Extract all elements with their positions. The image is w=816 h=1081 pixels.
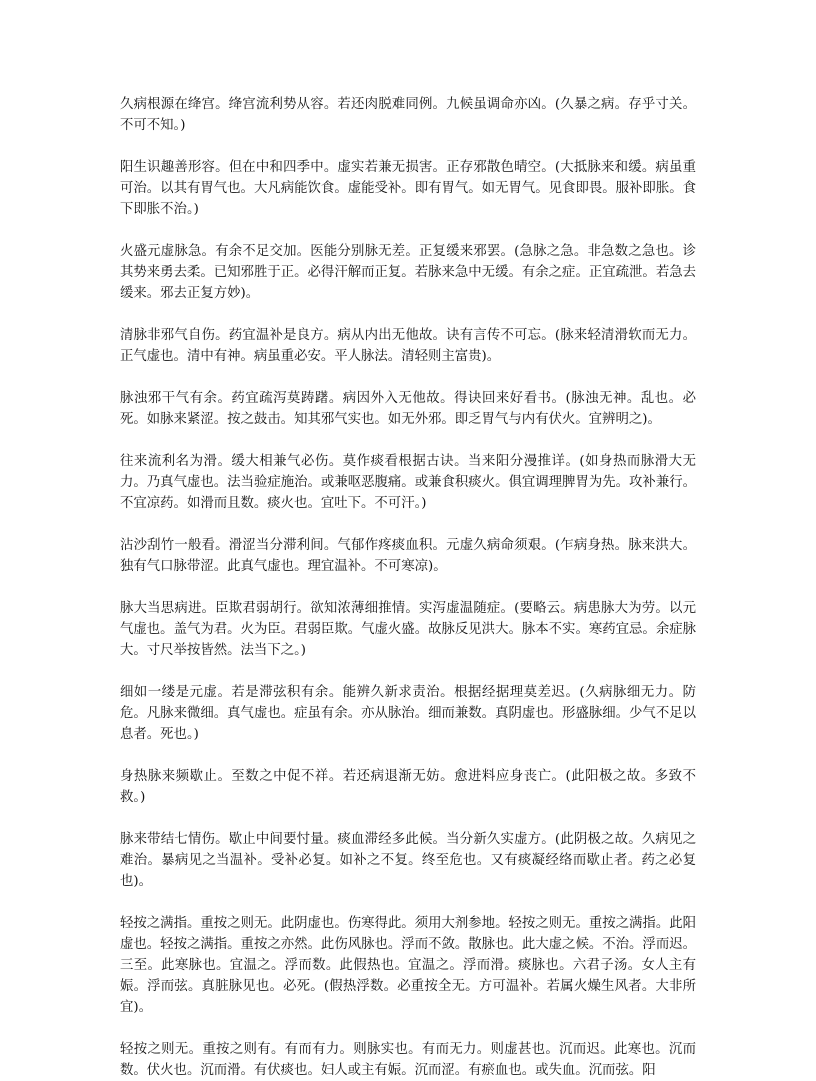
- paragraph-1: 久病根源在绛宫。绛宫流利势从容。若还肉脱难同例。九候虽调命亦凶。(久暴之病。存乎寸关。不可不知。): [120, 97, 696, 133]
- paragraph-7: 沾沙刮竹一般看。滑涩当分滞利间。气郁作疼痰血积。元虚久病命须艰。(乍病身热。脉来洪大。独有气口脉带涩。此真气虚也。理宜温补。不可寒凉)。: [120, 538, 696, 574]
- paragraph-6: 往来流利名为滑。缓大相兼气必伤。莫作痰看根据古诀。当来阳分漫推详。(如身热而脉滑大无力。乃真气虚也。法当验症施治。或兼呕恶腹痛。或兼食积痰火。俱宜调理脾胃为先。攻补兼行。不宜凉药。如滑而且数。痰火也。宜吐下。不可汗。): [120, 454, 696, 511]
- paragraph-12: 轻按之满指。重按之则无。此阴虚也。伤寒得此。须用大剂参地。轻按之则无。重按之满指。此阳虚也。轻按之满指。重按之亦然。此伤风脉也。浮而不敛。散脉也。此大虚之候。不治。浮而迟。三至。此寒脉也。宜温之。浮而数。此假热也。宜温之。浮而滑。痰脉也。六君子汤。女人主有娠。浮而弦。真脏脉见也。必死。(假热浮数。必重按全无。方可温补。若属火燥生风者。大非所宜)。: [120, 916, 696, 1015]
- paragraph-10: 身热脉来频歇止。至数之中促不祥。若还病退渐无妨。愈进料应身丧亡。(此阳极之故。多致不救。): [120, 769, 696, 805]
- paragraph-4: 清脉非邪气自伤。药宜温补是良方。病从内出无他故。诀有言传不可忘。(脉来轻清滑软而无力。正气虚也。清中有神。病虽重必安。平人脉法。清轻则主富贵)。: [120, 328, 696, 364]
- paragraph-8: 脉大当思病进。臣欺君弱胡行。欲知浓薄细推情。实泻虚温随症。(要略云。病患脉大为劳。以元气虚也。盖气为君。火为臣。君弱臣欺。气虚火盛。故脉反见洪大。脉本不实。寒药宜忌。余症脉大。寸尺举按皆然。法当下之。): [120, 601, 696, 658]
- paragraph-9: 细如一缕是元虚。若是滞弦积有余。能辨久新求责治。根据经据理莫差迟。(久病脉细无力。防危。凡脉来微细。真气虚也。症虽有余。亦从脉治。细而兼数。真阴虚也。形盛脉细。少气不足以息者。死也。): [120, 685, 696, 742]
- paragraph-11: 脉来带结七情伤。歇止中间要忖量。痰血滞经多此候。当分新久实虚方。(此阴极之故。久病见之难治。暴病见之当温补。受补必复。如补之不复。终至危也。又有痰凝经络而歇止者。药之必复也)。: [120, 832, 696, 889]
- paragraph-13: 轻按之则无。重按之则有。有而有力。则脉实也。有而无力。则虚甚也。沉而迟。此寒也。沉而数。伏火也。沉而滑。有伏痰也。妇人或主有娠。沉而涩。有瘀血也。或失血。沉而弦。阳: [120, 1042, 696, 1078]
- paragraph-5: 脉浊邪干气有余。药宜疏泻莫踌躇。病因外入无他故。得诀回来好看书。(脉浊无神。乱也。必死。如脉来紧涩。按之鼓击。知其邪气实也。如无外邪。即乏胃气与内有伏火。宜辨明之)。: [120, 391, 696, 427]
- paragraph-3: 火盛元虚脉急。有余不足交加。医能分别脉无差。正复缓来邪罢。(急脉之急。非急数之急也。诊其势来勇去柔。已知邪胜于正。必得汗解而正复。若脉来急中无缓。有余之症。正宜疏泄。若急去缓来。邪去正复方妙)。: [120, 244, 696, 301]
- paragraph-2: 阳生识趣善形容。但在中和四季中。虚实若兼无损害。正存邪散色晴空。(大抵脉来和缓。病虽重可治。以其有胃气也。大凡病能饮食。虚能受补。即有胃气。如无胃气。见食即畏。服补即胀。食下即胀不治。): [120, 160, 696, 217]
